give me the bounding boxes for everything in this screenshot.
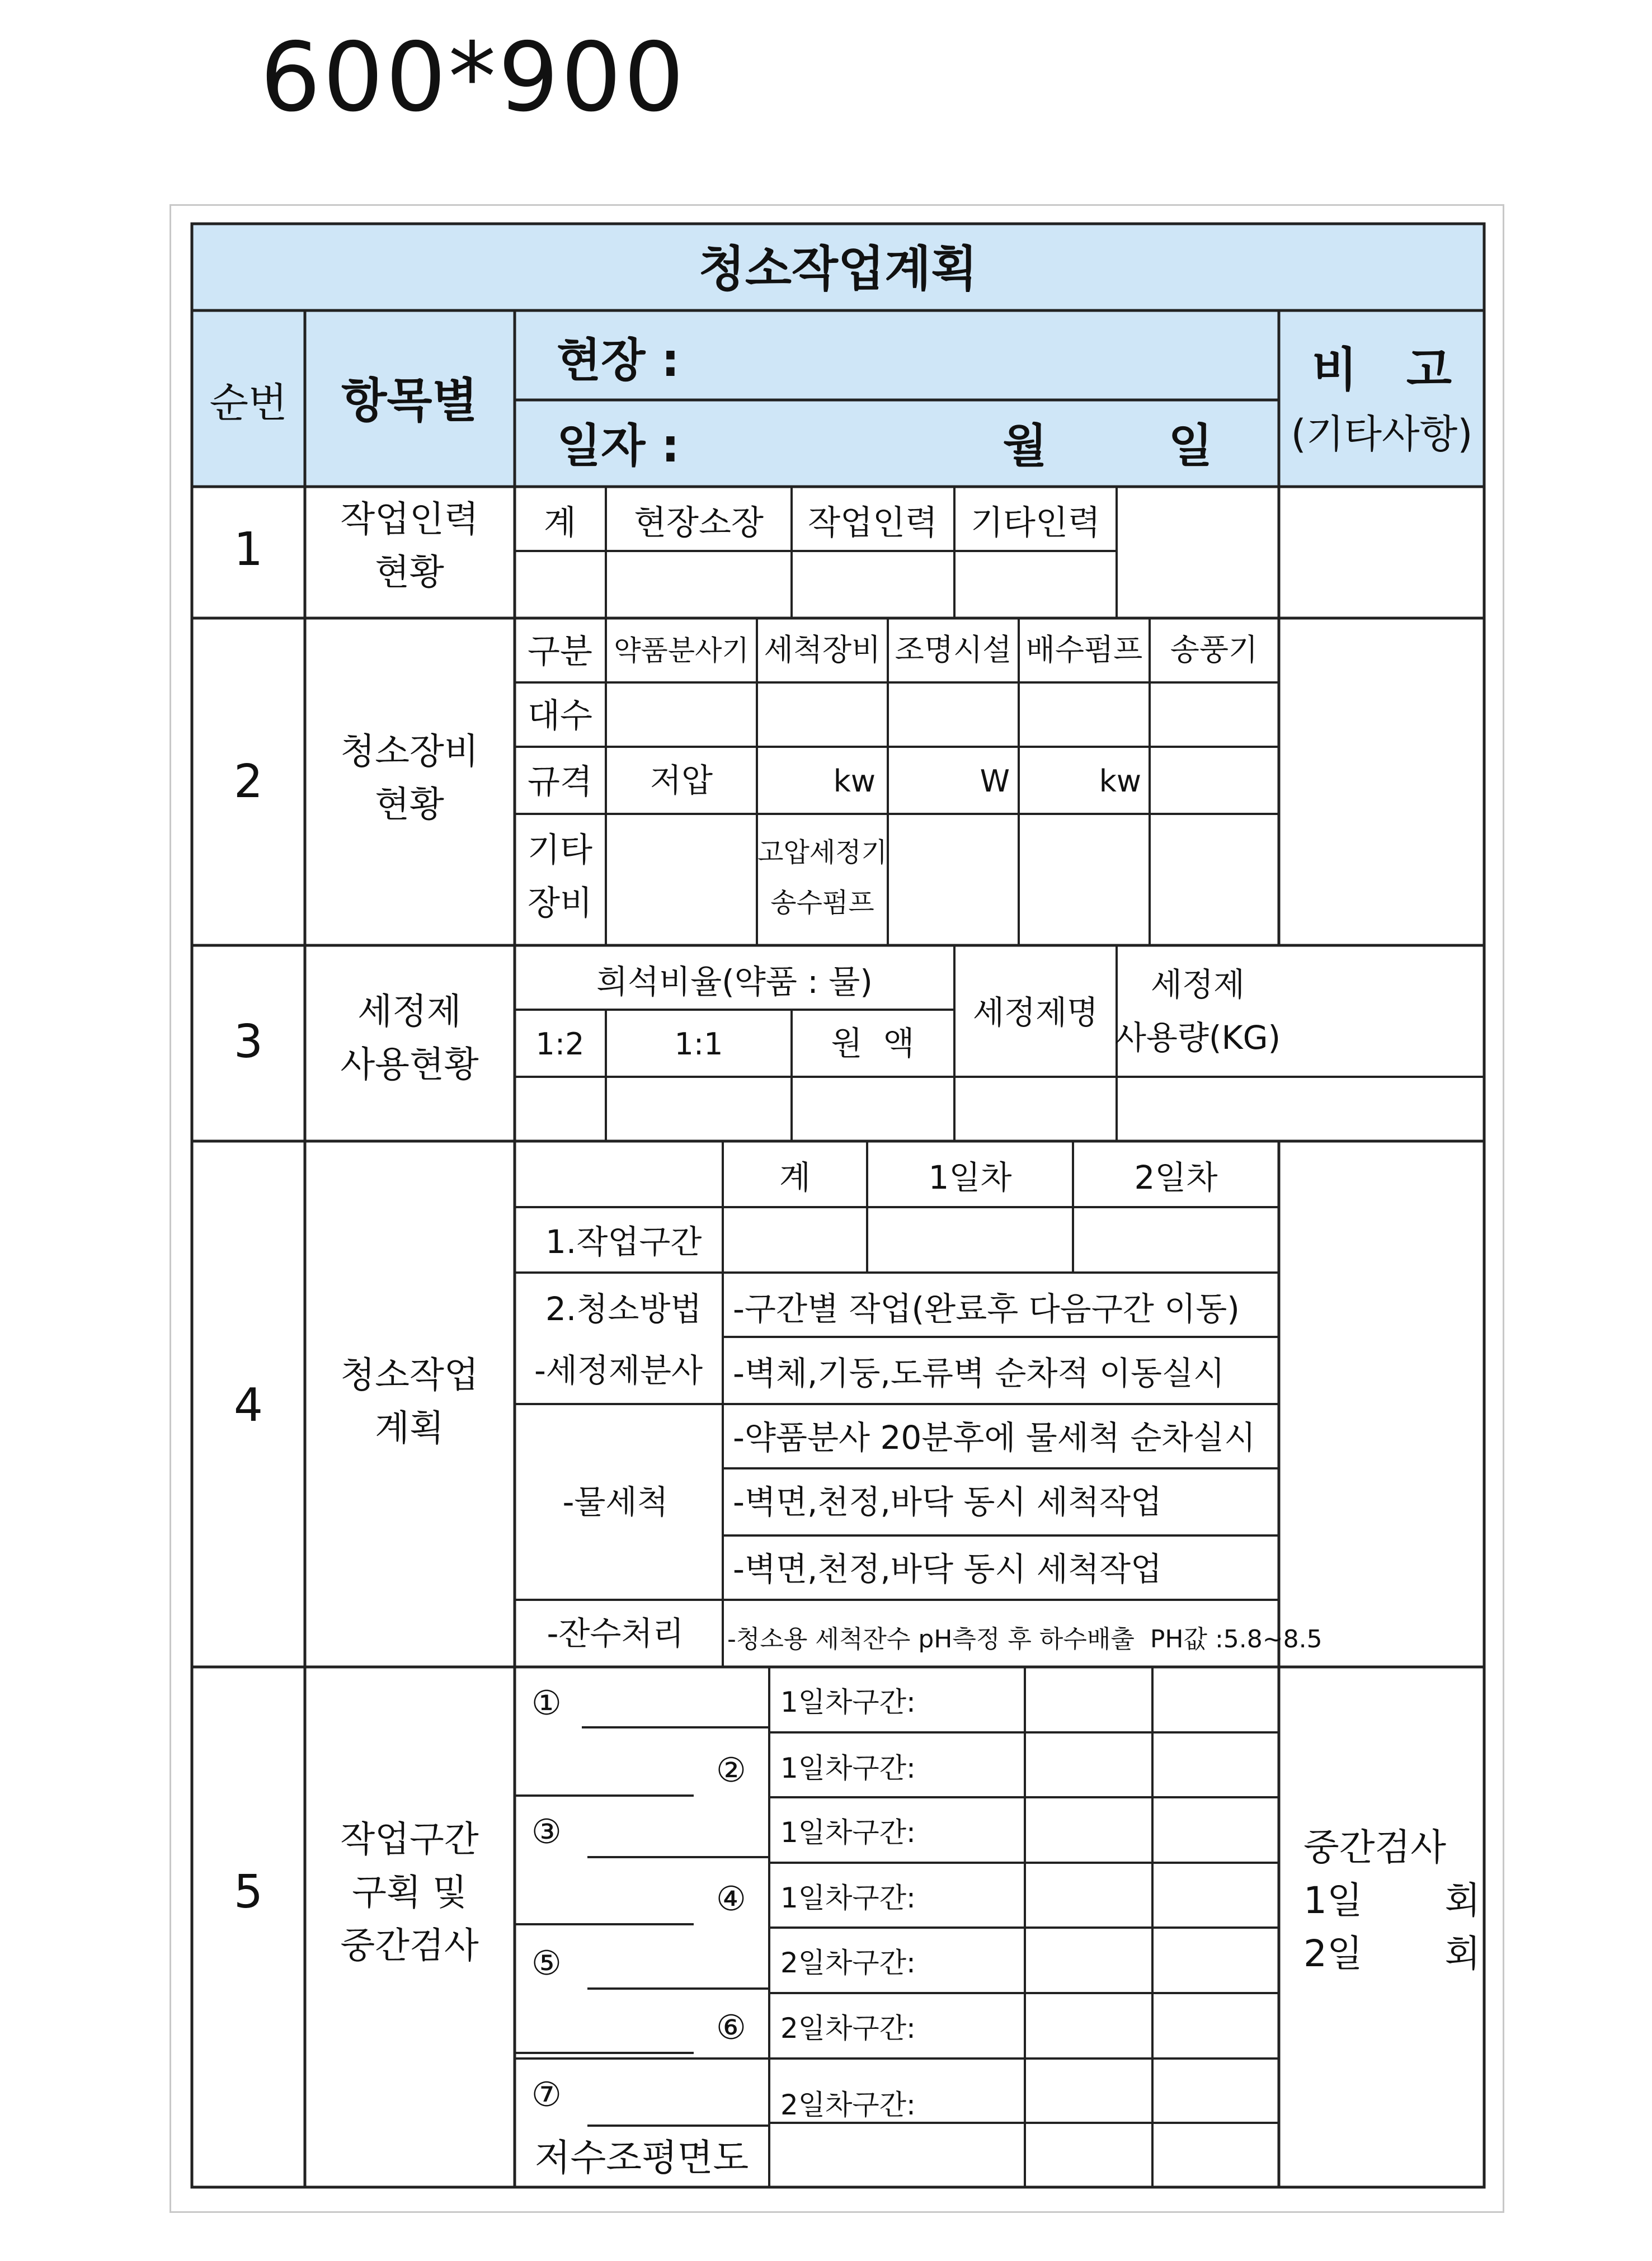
zone-marker-2: ② [716, 1751, 746, 1790]
zone-section-2: 1일차구간: [780, 1752, 916, 1784]
zone-marker-6: ⑥ [716, 2008, 746, 2047]
header-band-remarks [1279, 310, 1484, 487]
date-label: 일자 : [557, 420, 680, 473]
row4-label-line2: 계획 [375, 1408, 444, 1449]
s3-ratio-1-2: 1:2 [535, 1026, 585, 1062]
section4-grid [515, 1141, 1279, 1667]
row-number-5: 5 [233, 1866, 263, 1919]
s2-spec-kw-1: kw [833, 764, 876, 799]
s2-other-water-pump: 송수펌프 [770, 887, 874, 918]
s4-item-detergent-spray: -세정제분사 [534, 1351, 703, 1389]
row3-label-line2: 사용현황 [340, 1044, 479, 1086]
s3-ratio-header: 희석비율(약품 : 물) [596, 963, 873, 1001]
order-header: 순번 [209, 379, 288, 426]
zone-section-4: 1일차구간: [780, 1882, 916, 1914]
row-number-2: 2 [233, 755, 263, 808]
s4-method-4: -벽면,천정,바닥 동시 세척작업 [733, 1483, 1162, 1521]
day-label: 일 [1168, 420, 1213, 473]
inspection-day1: 1일 회 [1303, 1879, 1481, 1922]
s4-method-2: -벽체,기둥,도류벽 순차적 이동실시 [733, 1354, 1225, 1392]
zone-marker-5: ⑤ [531, 1944, 562, 1983]
s2-equip-washer: 세척장비 [764, 632, 881, 667]
s2-label-other: 기타 [528, 831, 592, 870]
zone-section-7: 2일차구간: [780, 2089, 916, 2121]
s3-usage-line1: 세정제 [1150, 965, 1245, 1004]
s2-spec-kw-2: kw [1099, 764, 1141, 799]
s4-method-6: -청소용 세척잔수 pH측정 후 하수배출 PH값 :5.8~8.5 [727, 1625, 1322, 1654]
s2-label-category: 구분 [528, 632, 592, 671]
zone-section-5: 2일차구간: [780, 1947, 916, 1979]
s4-col-total: 계 [779, 1158, 811, 1197]
s2-label-count: 대수 [528, 696, 592, 736]
zone-marker-1: ① [531, 1684, 562, 1723]
remarks-header: 비 고 [1311, 342, 1452, 397]
remarks-subheader: (기타사항) [1291, 411, 1473, 457]
row1-label-line1: 작업인력 [340, 499, 479, 540]
reservoir-plan-label: 저수조평면도 [534, 2136, 749, 2179]
s4-method-5: -벽면,천정,바닥 동시 세척작업 [733, 1550, 1162, 1588]
inspection-title: 중간검사 [1303, 1826, 1447, 1869]
zone-marker-4: ④ [716, 1880, 746, 1919]
s1-header-workers: 작업인력 [808, 503, 938, 543]
month-label: 월 [1003, 420, 1047, 473]
s2-equip-pump: 배수펌프 [1025, 632, 1143, 667]
s2-spec-low-pressure: 저압 [649, 761, 713, 799]
s2-other-high-pressure-washer: 고압세정기 [757, 837, 887, 868]
row2-label-line2: 현황 [375, 784, 444, 826]
s2-equip-blower: 송풍기 [1170, 632, 1258, 667]
s2-equip-sprayer: 약품분사기 [614, 634, 749, 667]
size-label: 600*900 [260, 22, 686, 133]
s2-label-equipment: 장비 [528, 884, 592, 923]
s4-col-day2: 2일차 [1134, 1158, 1218, 1197]
s3-ratio-1-1: 1:1 [674, 1026, 723, 1062]
s2-spec-w: W [980, 764, 1010, 799]
s2-equip-lighting: 조명시설 [895, 632, 1012, 667]
row5-label-line2: 구획 및 [352, 1872, 467, 1914]
zone-marker-7: ⑦ [531, 2075, 562, 2114]
s4-item-residual-water: -잔수처리 [547, 1614, 684, 1652]
row-number-4: 4 [233, 1379, 263, 1432]
s4-col-day1: 1일차 [928, 1158, 1012, 1197]
s1-header-other: 기타인력 [971, 503, 1100, 543]
row2-label-line1: 청소장비 [340, 731, 479, 772]
row3-label-line1: 세정제 [357, 991, 462, 1033]
s3-agent-name: 세정제명 [972, 993, 1099, 1031]
s3-ratio-undiluted: 원 액 [831, 1024, 915, 1062]
s1-header-total: 계 [544, 503, 576, 543]
s2-label-spec: 규격 [528, 762, 592, 802]
site-label: 현장 : [557, 334, 680, 387]
row5-label-line3: 중간검사 [340, 1925, 479, 1967]
s4-item-water-wash: -물세척 [562, 1483, 669, 1521]
item-header: 항목별 [341, 373, 478, 428]
zone-section-3: 1일차구간: [780, 1816, 916, 1849]
s4-method-3: -약품분사 20분후에 물세척 순차실시 [733, 1419, 1256, 1457]
s4-method-1: -구간별 작업(완료후 다음구간 이동) [733, 1290, 1240, 1328]
row-number-3: 3 [233, 1015, 263, 1068]
row1-label-line2: 현황 [375, 552, 444, 593]
s1-header-site-manager: 현장소장 [634, 503, 764, 543]
s4-item-work-zone: 1.작업구간 [545, 1223, 702, 1261]
row5-label-line1: 작업구간 [340, 1819, 479, 1860]
row-number-1: 1 [233, 523, 263, 576]
form-title: 청소작업계획 [698, 241, 978, 297]
s3-usage-line2: 사용량(KG) [1114, 1019, 1281, 1057]
zone-section-1: 1일차구간: [780, 1686, 916, 1718]
zone-marker-3: ③ [531, 1812, 562, 1852]
inspection-day2: 2일 회 [1303, 1932, 1481, 1975]
row4-label-line1: 청소작업 [340, 1355, 479, 1396]
zone-section-6: 2일차구간: [780, 2012, 916, 2045]
s4-item-method: 2.청소방법 [545, 1290, 702, 1328]
